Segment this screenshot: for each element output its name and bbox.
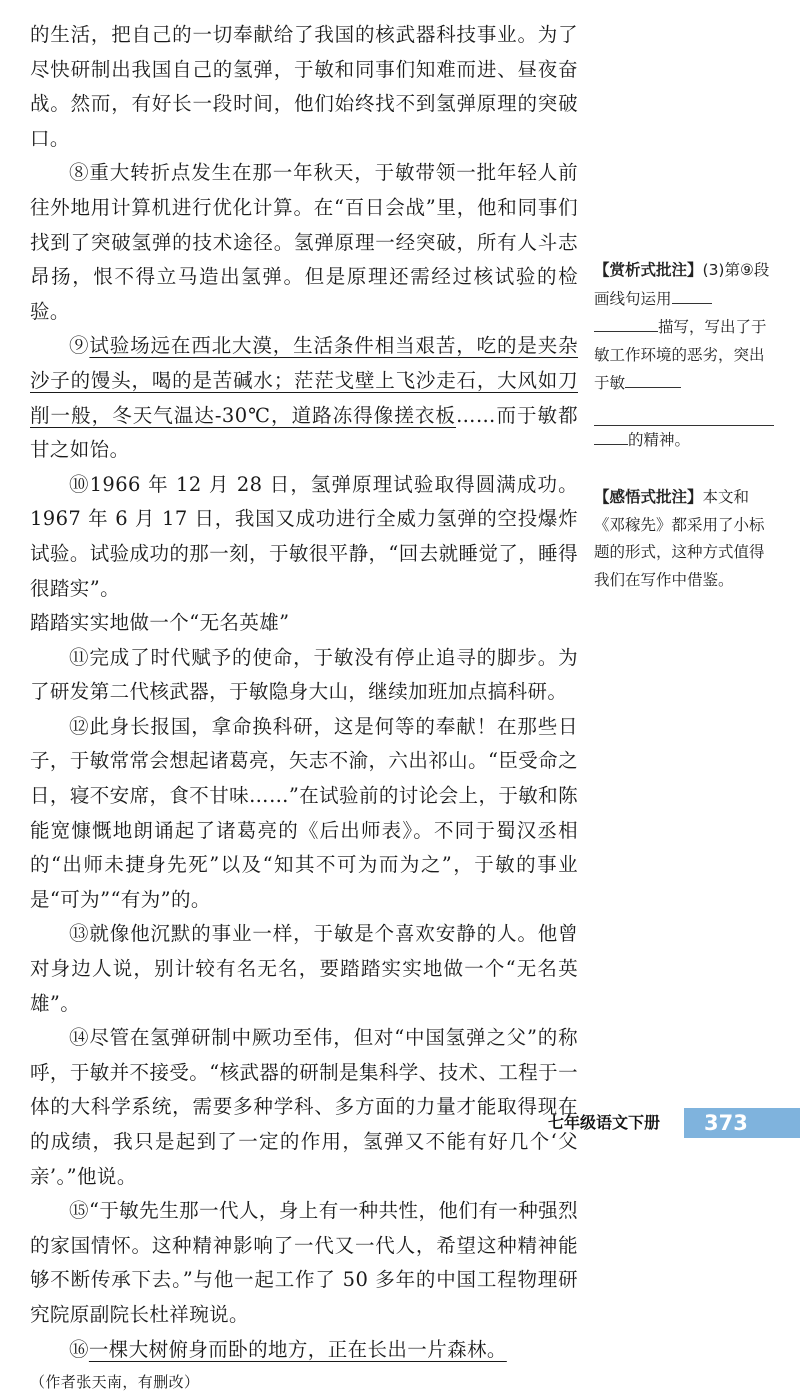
answer-blank-4[interactable] <box>594 398 774 426</box>
annotation-appreciation-label: 【赏析式批注】 <box>594 261 703 279</box>
answer-blank-1[interactable] <box>672 285 712 304</box>
paragraph-14: ⑭尽管在氢弹研制中厥功至伟，但对“中国氢弹之父”的称呼，于敏并不接受。“核武器的研制是集科学、技术、工程于一体的大科学系统，需要多种学科、多方面的力量才能取得现在的成绩，我只是起到了一定的作用，氢弹又不能有好几个‘父亲’。”他说。 <box>30 1026 578 1188</box>
book-title: 七年级语文下册 <box>548 1113 661 1132</box>
paragraph-9-rest: ……而于敏都甘之如饴。 <box>30 403 578 462</box>
annotation-appreciation-prompt: (3)第⑨段画线句运用 <box>594 261 770 308</box>
paragraph-15: ⑮“于敏先生那一代人，身上有一种共性，他们有一种强烈的家国情怀。这种精神影响了一代又一代人，希望这种精神能够不断传承下去。”与他一起工作了 50 多年的中国工程物理研究院原副院长杜祥琬说。 <box>30 1199 578 1326</box>
article-body <box>30 18 578 1397</box>
annotation-reflection-text: 本文和《邓稼先》都采用了小标题的形式，这种方式值得我们在写作中借鉴。 <box>594 488 765 589</box>
author-credit: （作者张天南，有删改） <box>30 1373 200 1392</box>
paragraph-13: ⑬就像他沉默的事业一样，于敏是个喜欢安静的人。他曾对身边人说，别计较有名无名，要踏踏实实地做一个“无名英雄”。 <box>30 922 578 1015</box>
paragraph-8: ⑧重大转折点发生在那一年秋天，于敏带领一批年轻人前往外地用计算机进行优化计算。在“百日会战”里，他和同事们找到了突破氢弹的技术途径。氢弹原理一经突破，所有人斗志昂扬，恨不得立马造出氢弹。但是原理还需经过核试验的检验。 <box>30 161 578 323</box>
annotation-appreciation-middle: 描写，写出了于敏工作环境的恶劣，突出于敏 <box>594 318 767 392</box>
page-footer <box>0 1108 800 1140</box>
annotation-reflection <box>594 484 778 594</box>
paragraph-intro: 的生活，把自己的一切奉献给了我国的核武器科技事业。为了尽快研制出我国自己的氢弹，于敏和同事们知难而进、昼夜奋战。然而，有好长一段时间，他们始终找不到氢弹原理的突破口。 <box>30 23 578 150</box>
annotation-appreciation-end: 的精神。 <box>628 430 691 449</box>
section-subheading: 踏踏实实地做一个“无名英雄” <box>30 611 290 635</box>
answer-blank-3[interactable] <box>625 369 681 388</box>
paragraph-9-number: ⑨ <box>69 334 90 358</box>
paragraph-16-number: ⑯ <box>69 1337 89 1361</box>
answer-blank-2[interactable] <box>594 313 658 332</box>
annotation-reflection-label: 【感悟式批注】 <box>594 488 703 506</box>
paragraph-9-underlined-sentence: 试验场远在西北大漠，生活条件相当艰苦，吃的是夹杂沙子的馒头，喝的是苦碱水；茫茫戈壁上飞沙走石，大风如刀削一般，冬天气温达-30℃，道路冻得像搓衣板 <box>30 334 578 427</box>
page-number: 373 <box>684 1108 800 1138</box>
paragraph-10: ⑩1966 年 12 月 28 日，氢弹原理试验取得圆满成功。1967 年 6 月 17 日，我国又成功进行全威力氢弹的空投爆炸试验。试验成功的那一刻，于敏很平静，“回去就睡觉了，睡得很踏实”。 <box>30 472 578 600</box>
paragraph-12: ⑫此身长报国，拿命换科研，这是何等的奉献！在那些日子，于敏常常会想起诸葛亮，矢志不渝，六出祁山。“臣受命之日，寝不安席，食不甘味……”在试验前的讨论会上，于敏和陈能宽慷慨地朗诵起了诸葛亮的《后出师表》。不同于蜀汉丞相的“出师未捷身先死”以及“知其不可为而为之”，于敏的事业是“可为”“有为”的。 <box>30 714 578 911</box>
annotation-appreciation <box>594 257 778 454</box>
paragraph-16-underlined-sentence: 一棵大树俯身而卧的地方，正在长出一片森林。 <box>88 1337 507 1361</box>
paragraph-11: ⑪完成了时代赋予的使命，于敏没有停止追寻的脚步。为了研发第二代核武器，于敏隐身大山，继续加班加点搞科研。 <box>30 645 578 704</box>
answer-blank-5[interactable] <box>594 426 628 445</box>
paragraph-16 <box>30 1333 578 1368</box>
paragraph-9 <box>30 329 578 467</box>
